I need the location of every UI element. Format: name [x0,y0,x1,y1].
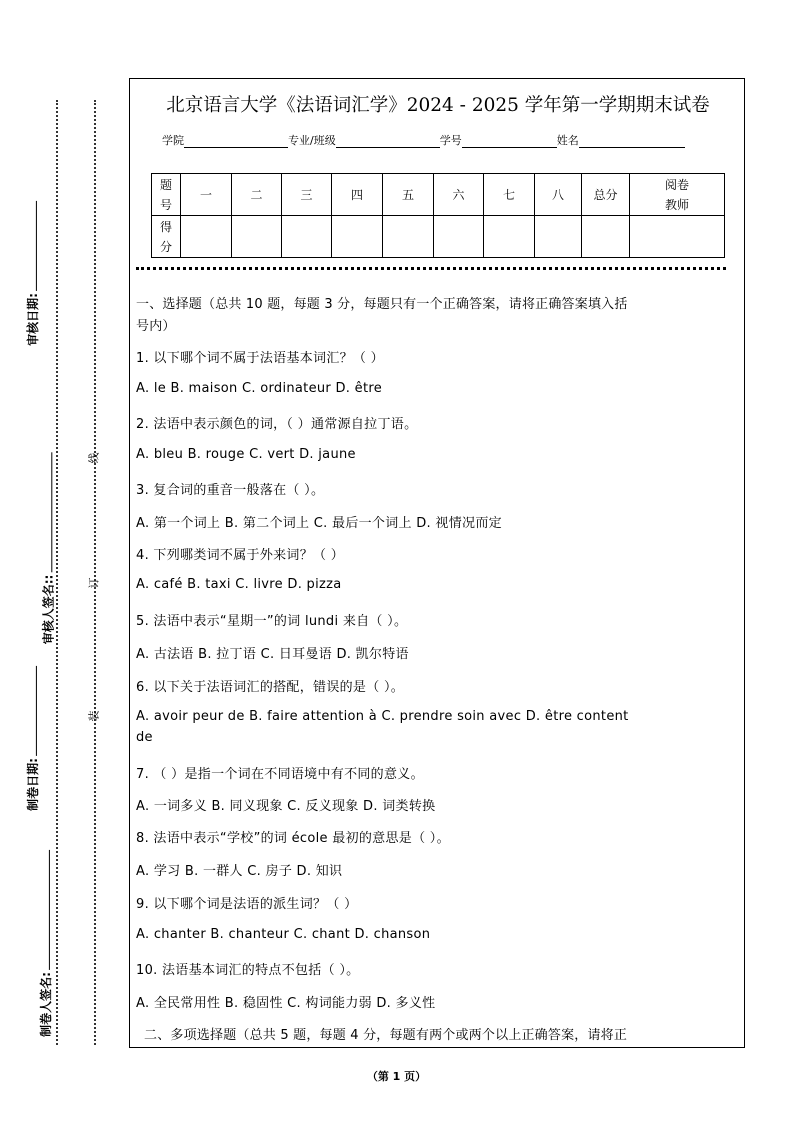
question-3: 3. 复合词的重音一般落在（ ）。 [136,483,325,498]
cut-mark-fold: 装 [87,710,101,722]
question-6-options: A. avoir peur de B. faire attention à C. prendre soin avec D. être content [136,709,629,724]
score-input-1[interactable] [181,216,232,258]
question-9: 9. 以下哪个词是法语的派生词？（ ） [136,897,358,912]
question-10: 10. 法语基本词汇的特点不包括（ ）。 [136,963,360,978]
name-label: 姓名 [556,134,579,147]
compiler-signature-field [37,850,54,1037]
cut-mark-line: 线 [87,452,101,464]
question-2-options: A. bleu B. rouge C. vert D. jaune [136,447,356,462]
review-date-field [24,201,41,346]
table-cell-total: 总分 [582,174,630,216]
table-cell-6: 六 [434,174,484,216]
table-cell-score-label: 得 分 [152,216,181,258]
binding-dotted-line-right [94,100,96,1045]
table-cell-grader: 阅卷 教师 [630,174,725,216]
reviewer-signature-label: 审核人签名:: [41,574,56,645]
question-5: 5. 法语中表示“星期一”的词 lundi 来自（ ）。 [136,614,408,629]
question-1-options: A. le B. maison C. ordinateur D. être [136,381,383,396]
reviewer-signature-field [39,453,56,645]
question-6-options-wrap: de [136,730,153,745]
student-id-field[interactable] [462,135,557,148]
question-7-options: A. 一词多义 B. 同义现象 C. 反义现象 D. 词类转换 [136,799,436,814]
question-7: 7. （ ）是指一个词在不同语境中有不同的意义。 [136,767,424,782]
table-cell-2: 二 [232,174,282,216]
page-number: （第 1 页） [366,1070,427,1083]
compile-date-field [24,666,41,811]
question-2: 2. 法语中表示颜色的词，（ ）通常源自拉丁语。 [136,417,418,432]
question-8-options: A. 学习 B. 一群人 C. 房子 D. 知识 [136,864,343,879]
exam-title: 北京语言大学《法语词汇学》2024 - 2025 学年第一学期期末试卷 [166,95,710,116]
question-4-options: A. café B. taxi C. livre D. pizza [136,577,342,592]
section1-heading-line2: 号内） [136,319,176,334]
college-field[interactable] [184,135,288,148]
student-id-label: 学号 [439,134,462,147]
table-cell-question-number: 题 号 [152,174,181,216]
score-input-6[interactable] [434,216,484,258]
score-input-7[interactable] [484,216,535,258]
question-6: 6. 以下关于法语词汇的搭配，错误的是（ ）。 [136,680,405,695]
score-input-4[interactable] [332,216,383,258]
cut-mark-bind: 订 [87,577,101,589]
score-input-grader[interactable] [630,216,725,258]
binding-margin [0,0,130,1060]
table-cell-3: 三 [282,174,332,216]
score-table-header-row [152,174,725,216]
compiler-signature-label: 制卷人签名: [38,972,53,1037]
question-3-options: A. 第一个词上 B. 第二个词上 C. 最后一个词上 D. 视情况而定 [136,516,502,531]
name-field[interactable] [579,135,685,148]
table-cell-8: 八 [535,174,582,216]
score-table [151,173,725,258]
college-label: 学院 [162,134,184,147]
section2-heading: 二、多项选择题（总共 5 题，每题 4 分，每题有两个或两个以上正确答案，请将正 [144,1028,628,1043]
major-label: 专业/班级 [288,134,336,147]
table-cell-1: 一 [181,174,232,216]
question-9-options: A. chanter B. chanteur C. chant D. chanson [136,927,431,942]
compile-date-label: 制卷日期: [25,758,40,811]
student-info-line [162,132,685,148]
score-input-5[interactable] [383,216,434,258]
review-date-label: 审核日期: [25,293,40,346]
score-input-3[interactable] [282,216,332,258]
question-4: 4. 下列哪类词不属于外来词？（ ） [136,548,345,563]
score-table-score-row [152,216,725,258]
table-cell-4: 四 [332,174,383,216]
score-input-2[interactable] [232,216,282,258]
table-cell-5: 五 [383,174,434,216]
question-1: 1. 以下哪个词不属于法语基本词汇？（ ） [136,351,384,366]
score-input-8[interactable] [535,216,582,258]
section1-heading-line1: 一、选择题（总共 10 题，每题 3 分，每题只有一个正确答案，请将正确答案填入括 [136,297,628,312]
question-10-options: A. 全民常用性 B. 稳固性 C. 构词能力弱 D. 多义性 [136,996,436,1011]
major-field[interactable] [336,135,440,148]
table-cell-7: 七 [484,174,535,216]
header-divider [136,267,726,270]
exam-paper-frame [129,78,745,1048]
score-input-total[interactable] [582,216,630,258]
question-8: 8. 法语中表示“学校”的词 école 最初的意思是（ ）。 [136,831,450,846]
question-5-options: A. 古法语 B. 拉丁语 C. 日耳曼语 D. 凯尔特语 [136,647,409,662]
